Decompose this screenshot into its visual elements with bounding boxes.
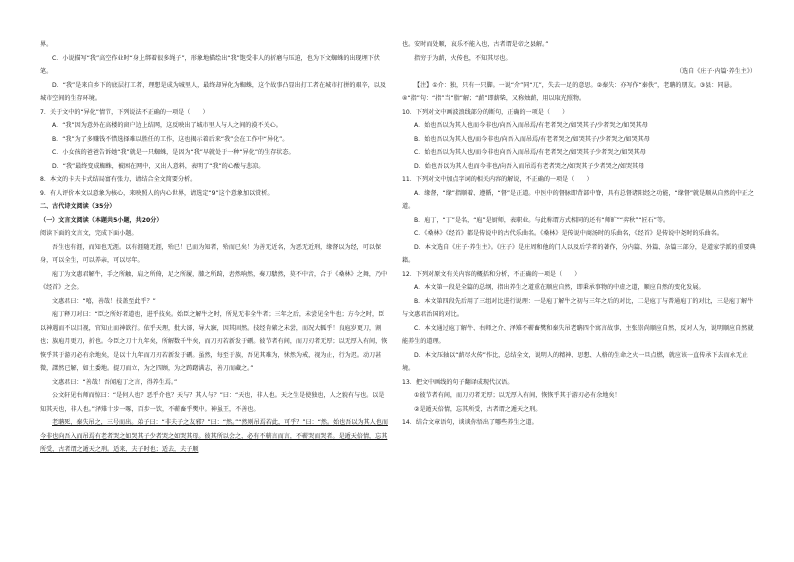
right-text-line: B．始也吾以为其人也/而今非也/向吾入而吊焉/有老者哭之/如哭其子/少者哭之/如哭其母 <box>414 135 650 143</box>
left-text-line: 庖丁释刀对曰：“臣之所好者道也，进乎技矣。始臣之解牛之时，所见无非全牛者；三年之后，未尝见全牛也；方今之时，臣以神遇而不以目视，官知止而神欲行。依乎天理，批大郤，导大窾，因其固然。技经肯綮之未尝，而况大軱乎！良庖岁更刀，割也；族庖月更刀，折也。今臣之刀十九年矣，所解数千牛矣，而刀刃若新发于硎。彼节者有间，而刀刃者无厚；以无厚入有间，恢恢乎其于游刃必有余地矣，是以十九年而刀刃若新发于硎。虽然，每至于族，吾见其难为，怵然为戒，视为止，行为迟。动刀甚微，謋然已解，如土委地。提刀而立，为之四顾，为之踌躇满志，善刀而藏之。” <box>40 311 388 372</box>
right-column <box>402 38 756 430</box>
left-column <box>40 38 390 457</box>
left-text-line: 文惠君曰：“善哉！吾闻庖丁之言，得养生焉。” <box>52 378 178 386</box>
left-text-line: 8．本文的卡夫卡式结局富有张力，请结合全文简要分析。 <box>40 176 197 183</box>
right-text-line: A．始也吾以为其人也而今非也/向吾入而吊焉/有老者哭之/如哭其子/少者哭之/如哭其母 <box>414 122 648 129</box>
left-text-line: 9．有人评价本文以意象为核心，来映照人的内心世界，请选定“9”这个意象加以赏析。 <box>40 189 274 197</box>
left-text-line: C．小女孩的爸爸告诉她“我”就是一只蜘蛛，是因为“我”早就处于一种“异化”的生存状态。 <box>52 149 295 156</box>
right-text-line: 14．结合文章语句，谈谈你悟出了哪些养生之道。 <box>402 419 538 426</box>
right-text-line: D．始也吾以为其人也而今非也/向吾入而吊焉有老者哭之/如哭其子少者哭之/如哭其母 <box>414 162 645 170</box>
right-text-line: B．庖丁，“丁”是名，“庖”是厨师，表职业。与此称谓方式相同的还有“师旷”“弈秋”“匠石”等。 <box>414 216 670 224</box>
right-text-line: ②是遁天倍情，忘其所受，古者谓之遁天之刑。 <box>414 405 542 413</box>
right-text-line: 【注】①介：独，只有一只脚。一说“介”同“兀”，失去一足的意思。②秦失：亦写作“秦佚”，老聃的朋友。③县：同悬。④“指”句：“指”当“脂”解；“薪”即薪柴，又称烛薪，用以取光照物。 <box>402 81 736 102</box>
left-text-line: 阅读下面的文言文，完成下面小题。 <box>40 230 138 237</box>
right-text-line: 12．下列对原文有关内容的概括和分析，不正确的一项是（ ） <box>402 270 581 278</box>
left-text-line: （一）文言文阅读（本题共5小题，共20分） <box>40 216 163 224</box>
right-text-line: 11．下列对文中加点字词的相关内容的解说，不正确的一项是（ ） <box>402 176 593 183</box>
right-text-line: 10．下列对文中画波浪线部分的断句，正确的一项是（ ） <box>402 108 569 116</box>
right-text-line: B．本文第四段先后用了三组对比进行说理：一是庖丁解牛之初与三年之后的对比，二是庖丁与普通庖丁的对比，三是庖丁解牛与文惠君治国的对比。 <box>402 297 754 318</box>
right-text-line: C．《桑林》《经首》都是传说中的古代乐曲名。《桑林》是传说中商汤时的乐曲名，《经首》是传说中尧时的乐曲名。 <box>414 230 723 237</box>
left-text-line: C．小说描写“我”高空作业时“身上绑着很多绳子”，形象地描绘出“我”饱受非人的折磨与压迫，也为下文蜘蛛的出现埋下伏笔。 <box>40 54 380 75</box>
left-text-line: 7．关于文中的“异化”情节，下列说法不正确的一项是（ ） <box>40 108 209 116</box>
right-text-line: C．始也吾以为其人也/而今非也向吾入而吊焉/有老者哭之/如哭其子少者哭之/如哭其母 <box>414 149 646 156</box>
left-text-line: D．“我”是来自乡下的底层打工者，理想是成为城里人，最终却异化为蜘蛛，这个故事凸显出打工者在城市打拼的艰辛，以及城市空间的生存环境。 <box>40 81 386 102</box>
right-text-line: A．缘督，“缘”指顺着、遵循，“督”是正道。中医中的督脉即背部中脊，具有总督诸阳经之功能，“缘督”就是顺从自然的中正之道。 <box>402 189 754 210</box>
left-text-line: 庖丁为文惠君解牛，手之所触，肩之所倚，足之所履，膝之所踦，砉然响然，奏刀騞然，莫不中音，合于《桑林》之舞，乃中《经首》之会。 <box>40 270 388 291</box>
right-text-line: C．本文通过庖丁解牛、右师之介、泽雉不蕲畜樊和秦失吊老聃四个寓言故事，主张崇尚顺应自然，反对人为，说明顺应自然就能养生的道理。 <box>402 324 754 345</box>
left-text-line: D．“我”最终变成蜘蛛，被困在网中，又出人意料，表明了“我”的心酸与悲凉。 <box>52 162 265 170</box>
left-text-line: B．“我”为了多赚钱不惜选择难以胜任的工作，这也揭示着后来“我”会在工作中“异化”。 <box>52 135 289 143</box>
right-text-line: 也。安时而处顺，哀乐不能入也，古者谓是帝之县解。” <box>402 41 549 48</box>
right-text-line: ①彼节者有间，而刀刃者无厚；以无厚入有间，恢恢乎其于游刃必有余地矣！ <box>414 392 621 399</box>
left-text-line: 公文轩见右师而惊曰：“是何人也？恶乎介也？天与？其人与？”曰：“天也，非人也。天之生是使独也，人之貌有与也。以是知其天也，非人也。”泽雉十步一啄，百步一饮，不蕲畜乎樊中。神虽王，不善也。 <box>40 392 385 413</box>
left-text-line: 文惠君曰：“嘻，善哉！技盖至此乎？” <box>52 297 156 305</box>
underlined-passage: 老聃死，秦失吊之，三号而出。弟子曰：“非夫子之友邪？”曰：“然。”“然则吊焉若此，可乎？”曰：“然。始也吾以为其人也而今非也向吾入而吊焉有老者哭之如哭其子少者哭之如哭其母。彼其所以会之，必有不蕲言而言，不蕲哭而哭者。是遁天倍情，忘其所受，古者谓之遁天之刑。适来，夫子时也；适去，夫子顺 <box>40 419 388 453</box>
left-text-line: 二、古代诗文阅读（35分） <box>40 203 116 210</box>
right-text-line: 指穷于为薪，火传也，不知其尽也。 <box>414 54 512 62</box>
left-text-line: A．“我”因为意外在高楼的窗户边上结网，这反映出了城市里人与人之间的漠不关心。 <box>52 122 282 129</box>
left-text-line <box>40 416 390 457</box>
left-text-line: 吾生也有涯，而知也无涯。以有涯随无涯，殆已！已而为知者，殆而已矣！为善无近名，为恶无近刑，缘督以为经，可以保身，可以全生，可以养亲，可以尽年。 <box>40 243 382 264</box>
left-text-line: 界。 <box>40 41 53 48</box>
right-text-line: 13．把文中画线的句子翻译成现代汉语。 <box>402 378 514 386</box>
right-text-line: D．本文压轴以“薪尽火传”作比，总结全文，说明人的精神、思想、人格的生命之火一旦点燃，就应该一直传承下去而永无止境。 <box>402 351 748 372</box>
right-text-line: A．本文第一段是全篇的总纲，指出养生之道重在顺应自然，即秉承事物的中虚之道，顺应自然的变化发展。 <box>414 284 705 291</box>
right-text-line: D．本文选自《庄子·养生主》。《庄子》是庄周和他的门人以及后学者的著作，分内篇、外篇、杂篇三部分，是道家学派的重要典籍。 <box>402 243 756 264</box>
right-text-line: （选自《庄子·内篇·养生主》） <box>675 68 756 75</box>
